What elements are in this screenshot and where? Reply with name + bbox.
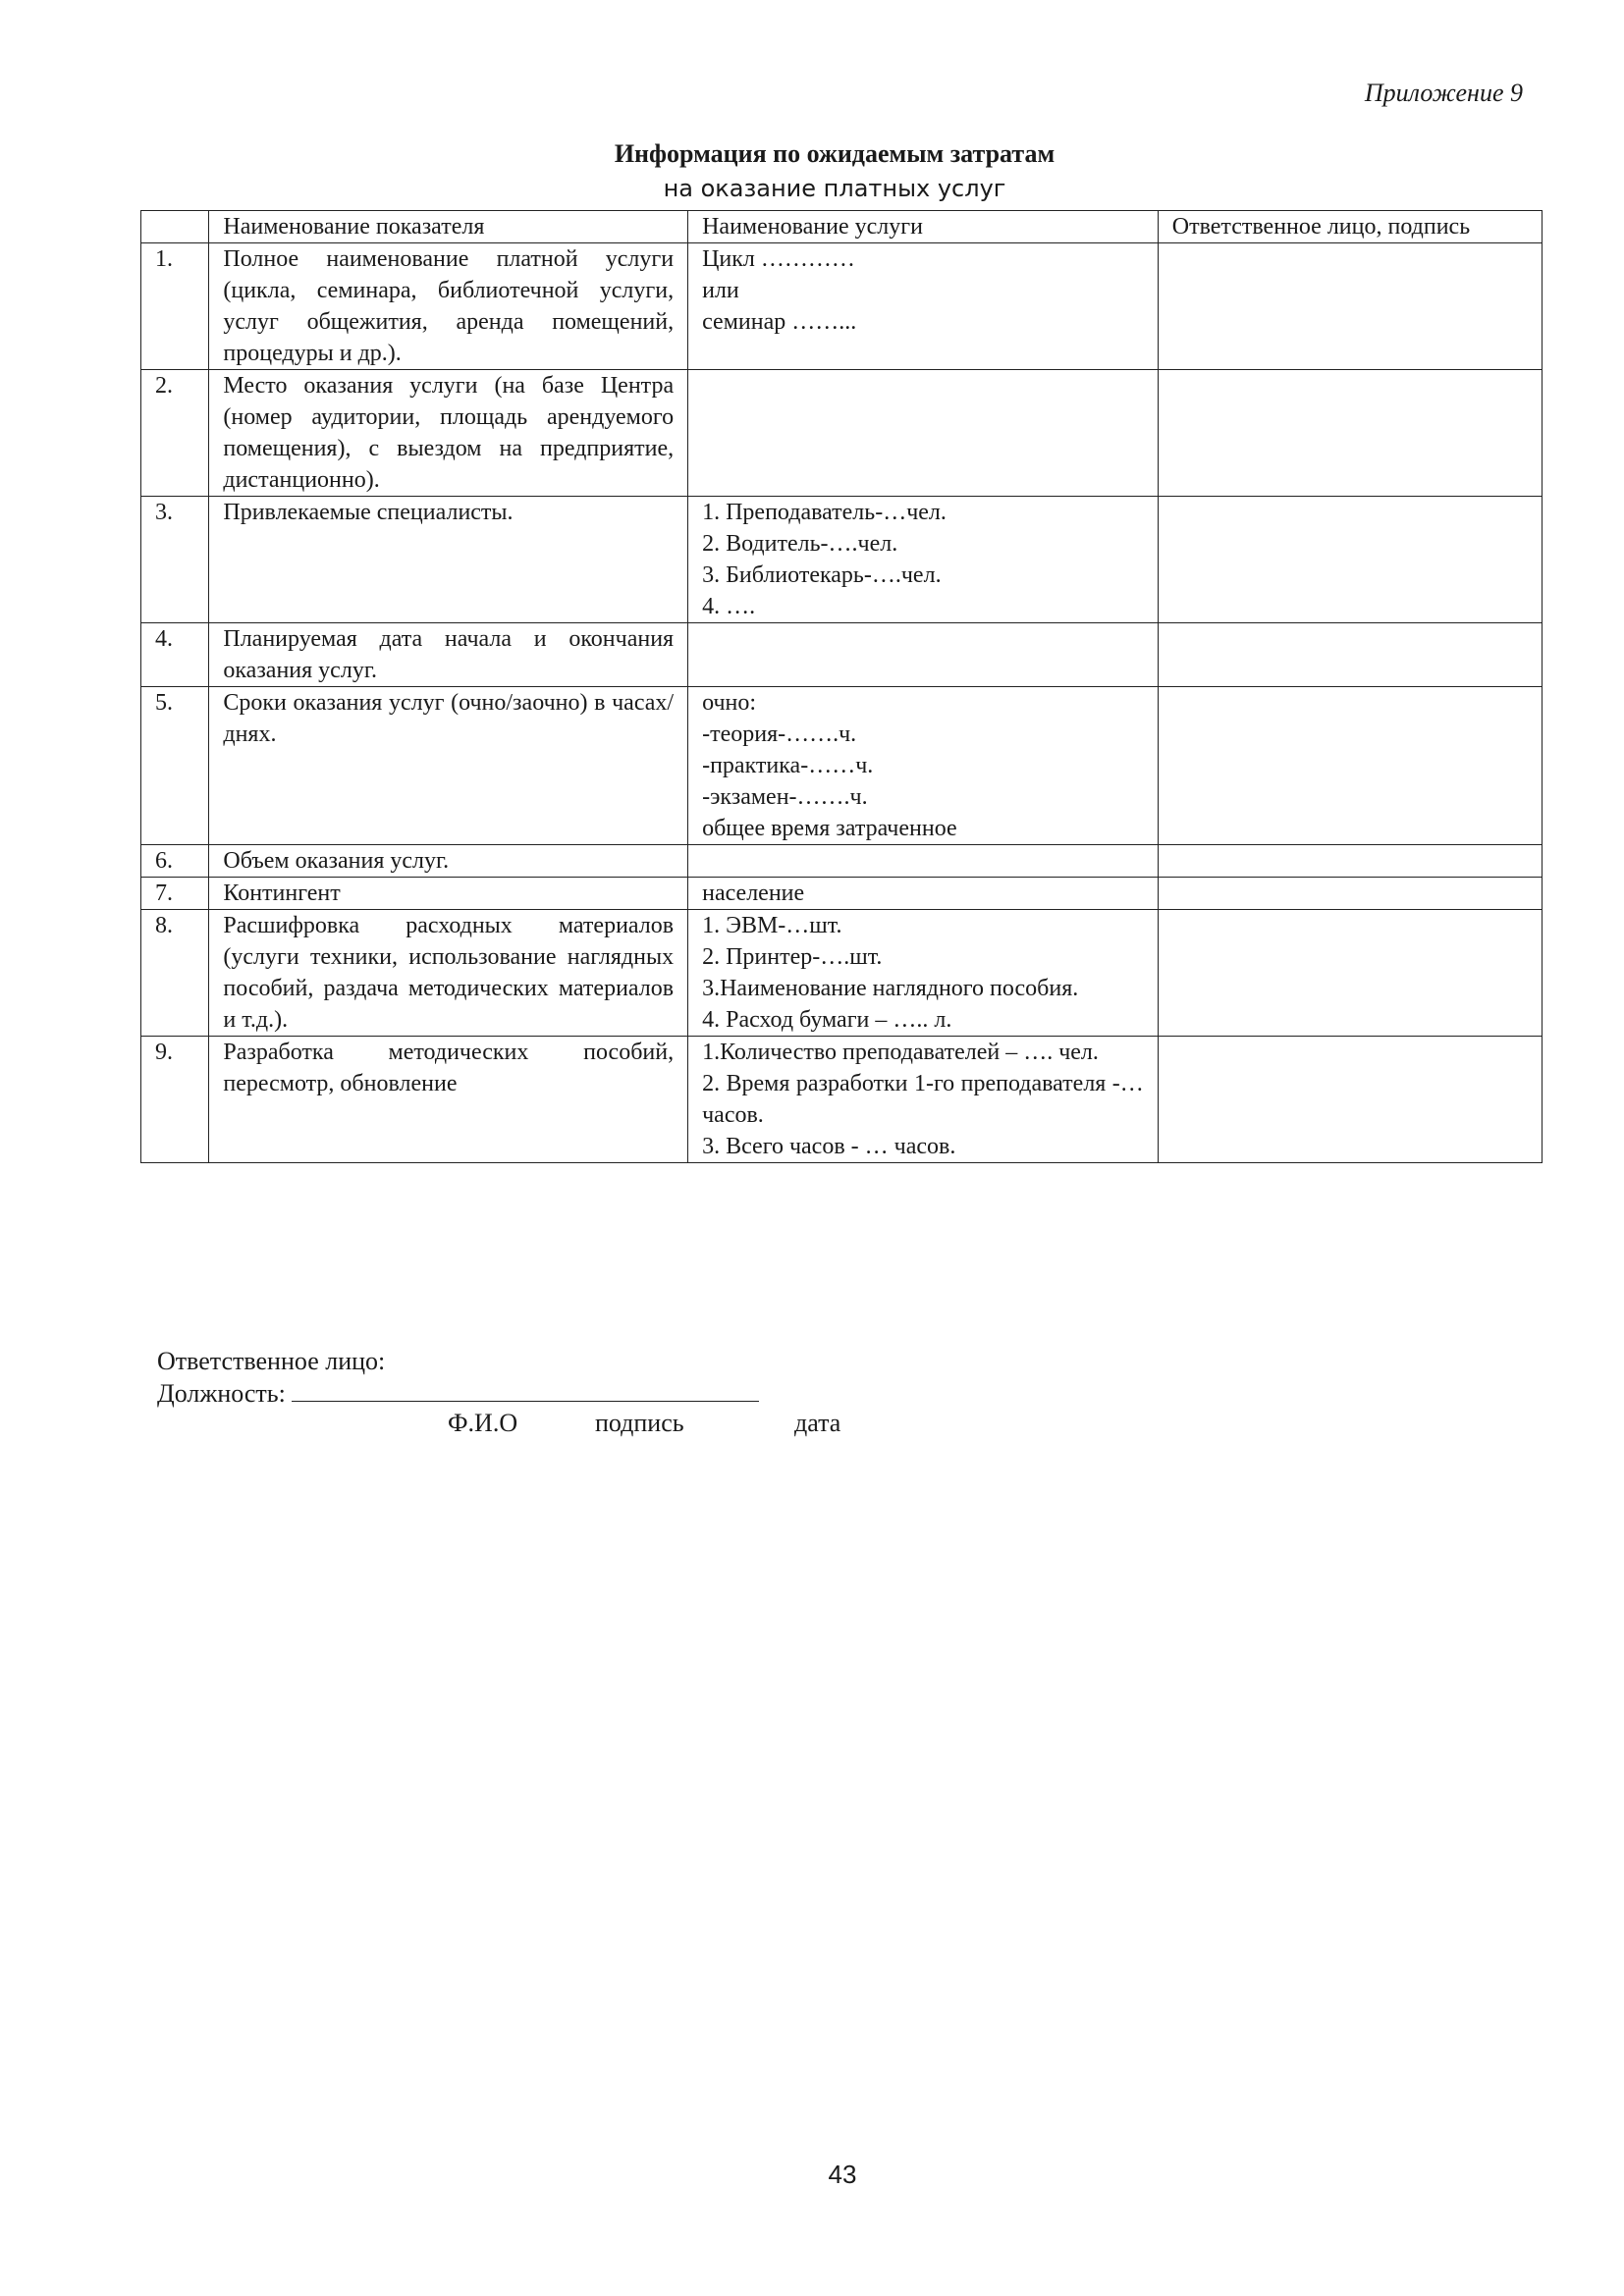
service-cell bbox=[688, 243, 1159, 370]
fio-caption: Ф.И.О bbox=[448, 1409, 518, 1437]
service-line: 3. Всего часов - … часов. bbox=[702, 1134, 956, 1159]
service-line: 1.Количество преподавателей – …. чел. bbox=[702, 1040, 1099, 1065]
service-cell bbox=[688, 878, 1159, 910]
table-row bbox=[141, 1037, 1543, 1163]
indicator-cell: Привлекаемые специалисты. bbox=[209, 497, 688, 623]
table-row bbox=[141, 497, 1543, 623]
indicator-cell: Место оказания услуги (на базе Центра (номер аудитории, площадь арендуемого помещения), с выездом на предприятие, дистанционно). bbox=[209, 370, 688, 497]
table-row bbox=[141, 370, 1543, 497]
cost-info-table bbox=[140, 210, 1543, 1163]
service-line: -практика-……ч. bbox=[702, 753, 874, 778]
responsible-signature-cell[interactable] bbox=[1158, 878, 1542, 910]
service-line: или bbox=[702, 278, 739, 303]
row-number: 8. bbox=[141, 910, 209, 1037]
service-line: -экзамен-…….ч. bbox=[702, 784, 868, 810]
service-cell bbox=[688, 370, 1159, 497]
service-line: население bbox=[702, 881, 805, 906]
responsible-signature-cell[interactable] bbox=[1158, 370, 1542, 497]
service-line: 1. ЭВМ-…шт. bbox=[702, 913, 842, 938]
row-number: 9. bbox=[141, 1037, 209, 1163]
indicator-cell: Сроки оказания услуг (очно/заочно) в часах/днях. bbox=[209, 687, 688, 845]
service-line: Цикл ………… bbox=[702, 246, 855, 272]
service-line: 2. Время разработки 1-го преподавателя -… часов. bbox=[702, 1071, 1144, 1128]
service-line: 2. Принтер-….шт. bbox=[702, 944, 883, 970]
service-cell bbox=[688, 910, 1159, 1037]
page-number: 43 bbox=[828, 2160, 857, 2189]
indicator-cell: Объем оказания услуг. bbox=[209, 845, 688, 878]
table-row bbox=[141, 687, 1543, 845]
service-cell bbox=[688, 1037, 1159, 1163]
row-number: 1. bbox=[141, 243, 209, 370]
service-cell bbox=[688, 845, 1159, 878]
responsible-signature-cell[interactable] bbox=[1158, 845, 1542, 878]
date-caption: дата bbox=[794, 1409, 841, 1437]
indicator-cell: Контингент bbox=[209, 878, 688, 910]
service-line: 3. Библиотекарь-….чел. bbox=[702, 562, 942, 588]
table-header-row bbox=[141, 211, 1543, 243]
signature-block bbox=[157, 1345, 759, 1410]
service-line: 1. Преподаватель-…чел. bbox=[702, 500, 947, 525]
responsible-person-label: Ответственное лицо: bbox=[157, 1347, 386, 1375]
position-line bbox=[157, 1377, 759, 1410]
service-line: семинар ……... bbox=[702, 309, 857, 335]
responsible-signature-cell[interactable] bbox=[1158, 687, 1542, 845]
row-number: 2. bbox=[141, 370, 209, 497]
header-cell-indicator: Наименование показателя bbox=[209, 211, 688, 243]
service-line: 4. …. bbox=[702, 594, 756, 619]
service-line: общее время затраченное bbox=[702, 816, 957, 841]
table-row bbox=[141, 243, 1543, 370]
row-number: 7. bbox=[141, 878, 209, 910]
responsible-signature-cell[interactable] bbox=[1158, 243, 1542, 370]
service-line: 4. Расход бумаги – ….. л. bbox=[702, 1007, 952, 1033]
responsible-signature-cell[interactable] bbox=[1158, 910, 1542, 1037]
service-cell bbox=[688, 687, 1159, 845]
table-row bbox=[141, 878, 1543, 910]
row-number: 5. bbox=[141, 687, 209, 845]
responsible-signature-cell[interactable] bbox=[1158, 623, 1542, 687]
service-cell bbox=[688, 623, 1159, 687]
document-subtitle: на оказание платных услуг bbox=[663, 175, 1006, 202]
table-row bbox=[141, 845, 1543, 878]
indicator-cell: Расшифровка расходных материалов (услуги техники, использование наглядных пособий, раздача методических материалов и т.д.). bbox=[209, 910, 688, 1037]
indicator-cell: Полное наименование платной услуги (цикла, семинара, библиотечной услуги, услуг общежития, аренда помещений, процедуры и др.). bbox=[209, 243, 688, 370]
table-row bbox=[141, 623, 1543, 687]
appendix-label: Приложение 9 bbox=[1364, 79, 1523, 107]
responsible-signature-cell[interactable] bbox=[1158, 497, 1542, 623]
row-number: 6. bbox=[141, 845, 209, 878]
service-cell bbox=[688, 497, 1159, 623]
row-number: 3. bbox=[141, 497, 209, 623]
service-line: 2. Водитель-….чел. bbox=[702, 531, 898, 557]
position-fill-line[interactable] bbox=[292, 1377, 759, 1402]
header-cell-responsible: Ответственное лицо, подпись bbox=[1158, 211, 1542, 243]
header-cell-number bbox=[141, 211, 209, 243]
indicator-cell: Разработка методических пособий, пересмотр, обновление bbox=[209, 1037, 688, 1163]
service-line: 3.Наименование наглядного пособия. bbox=[702, 976, 1079, 1001]
document-title: Информация по ожидаемым затратам bbox=[614, 139, 1056, 168]
position-label: Должность: bbox=[157, 1379, 286, 1408]
table-row bbox=[141, 910, 1543, 1037]
row-number: 4. bbox=[141, 623, 209, 687]
signature-caption: подпись bbox=[595, 1409, 684, 1437]
service-line: очно: bbox=[702, 690, 757, 716]
service-line: -теория-…….ч. bbox=[702, 721, 857, 747]
indicator-cell: Планируемая дата начала и окончания оказания услуг. bbox=[209, 623, 688, 687]
responsible-signature-cell[interactable] bbox=[1158, 1037, 1542, 1163]
header-cell-service: Наименование услуги bbox=[688, 211, 1159, 243]
